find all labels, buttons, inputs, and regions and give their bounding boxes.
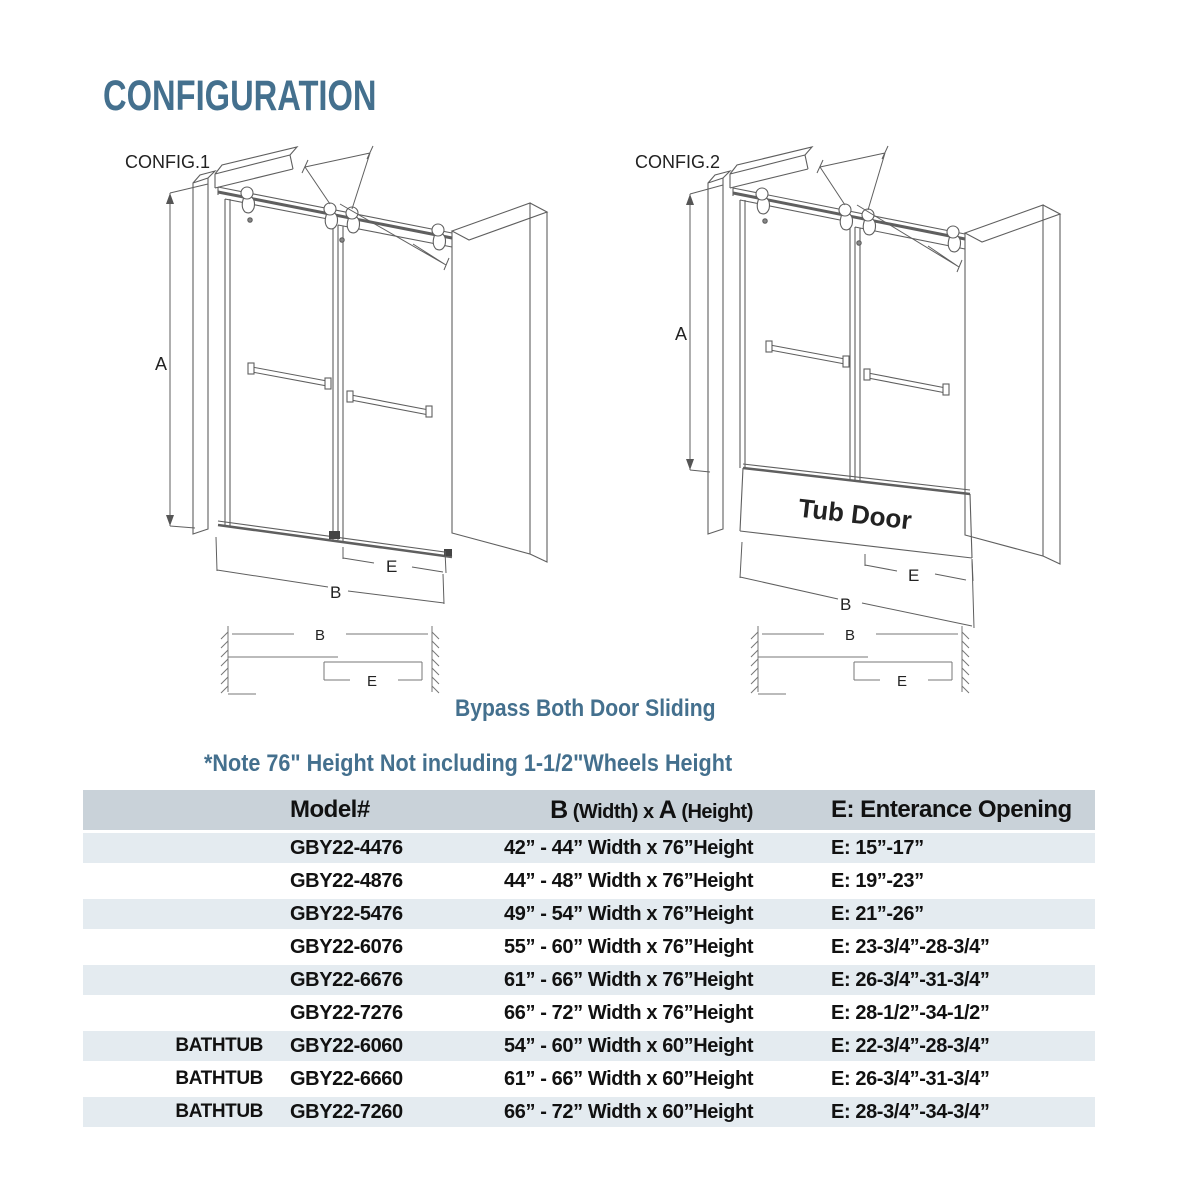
cell-opening: E: 26-3/4”-31-3/4” [831,1067,990,1090]
config1-handles [248,363,432,417]
plan2-top-view [748,618,978,710]
config1-rollers [241,187,452,556]
plan1-dim-b-label: B [315,627,326,644]
plan2-dim-e-label: E [897,673,908,690]
header-opening: E: Enterance Opening [831,796,1072,823]
cell-opening: E: 28-1/2”-34-1/2” [831,1001,990,1024]
header-size: B (Width) x A (Height) [550,795,753,824]
cell-size: 66” - 72” Width x 76”Height [504,1001,754,1024]
cell-size: 61” - 66” Width x 60”Height [504,1067,754,1090]
plan2-lines [751,626,969,694]
cell-opening: E: 22-3/4”-28-3/4” [831,1034,990,1057]
plan1-lines [221,626,439,694]
cell-opening: E: 26-3/4”-31-3/4” [831,968,990,991]
config1-dim-e-label: E [386,557,398,576]
bypass-caption: Bypass Both Door Sliding [455,695,716,722]
height-note: *Note 76" Height Not including 1-1/2"Wheels Height [204,750,733,777]
config2-dim-b-label: B [840,595,852,614]
config2-dim-a-label: A [675,324,688,344]
spec-table [83,790,1095,1127]
table-row [83,1031,1095,1061]
cell-model: GBY22-5476 [290,902,403,925]
cell-size: 55” - 60” Width x 76”Height [504,935,754,958]
header-model: Model# [290,796,370,823]
table-row [83,932,1095,962]
config1-label: CONFIG.1 [125,152,211,172]
cell-size: 61” - 66” Width x 76”Height [504,968,754,991]
cell-size: 49” - 54” Width x 76”Height [504,902,754,925]
plan1-top-view [218,618,448,710]
cell-model: GBY22-6076 [290,935,403,958]
cell-category: BATHTUB [175,1101,263,1122]
table-row [83,998,1095,1028]
table-row [83,833,1095,863]
cell-model: GBY22-7260 [290,1100,403,1123]
cell-opening: E: 23-3/4”-28-3/4” [831,935,990,958]
config2-dim-e-label: E [908,566,920,585]
cell-size: 66” - 72” Width x 60”Height [504,1100,754,1123]
config1-dim-a-label: A [155,354,168,374]
table-row [83,1064,1095,1094]
cell-size: 42” - 44” Width x 76”Height [504,836,754,859]
plan2-dim-b-label: B [845,627,856,644]
table-row [83,965,1095,995]
config2-label: CONFIG.2 [635,152,721,172]
cell-opening: E: 19”-23” [831,869,924,892]
plan1-dim-e-label: E [367,673,378,690]
cell-category: BATHTUB [175,1068,263,1089]
config1-diagram [100,140,560,640]
table-row [83,899,1095,929]
config2-handles [766,341,949,395]
cell-category: BATHTUB [175,1035,263,1056]
config1-dim-b-label: B [330,583,342,602]
cell-model: GBY22-6060 [290,1034,403,1057]
cell-opening: E: 28-3/4”-34-3/4” [831,1100,990,1123]
cell-size: 54” - 60” Width x 60”Height [504,1034,754,1057]
cell-opening: E: 21”-26” [831,902,924,925]
cell-model: GBY22-4476 [290,836,403,859]
cell-size: 44” - 48” Width x 76”Height [504,869,754,892]
table-header-row [83,790,1095,830]
tub-door-label: Tub Door [796,492,914,536]
config2-diagram [610,140,1090,640]
cell-model: GBY22-6660 [290,1067,403,1090]
page-title: CONFIGURATION [103,72,377,120]
cell-model: GBY22-4876 [290,869,403,892]
cell-model: GBY22-7276 [290,1001,403,1024]
cell-model: GBY22-6676 [290,968,403,991]
cell-opening: E: 15”-17” [831,836,924,859]
table-row [83,1097,1095,1127]
table-row [83,866,1095,896]
